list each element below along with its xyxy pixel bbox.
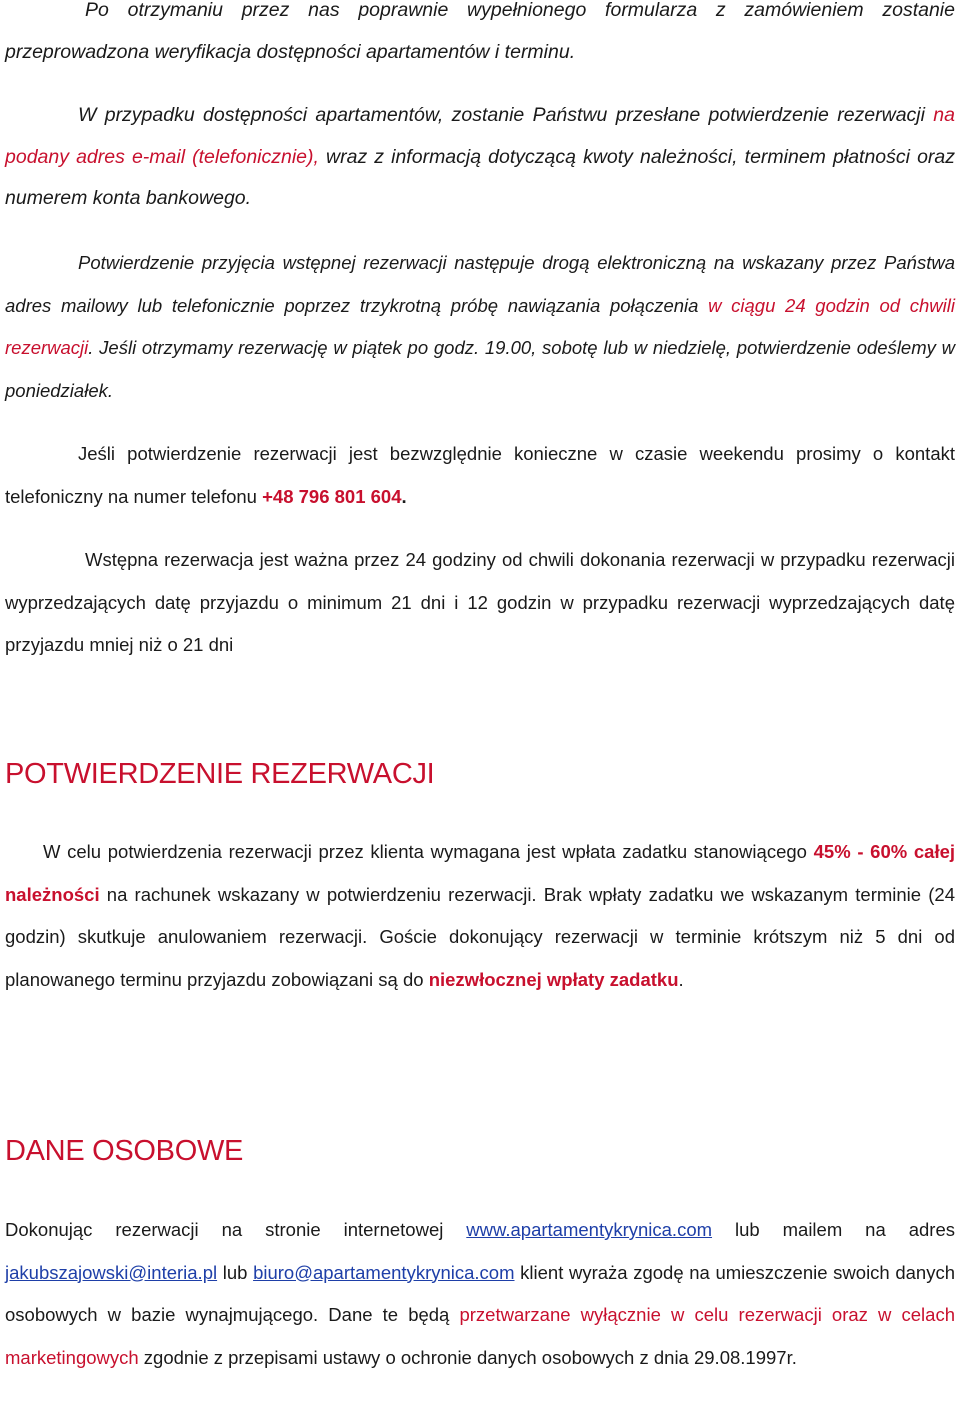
paragraph-text: zgodnie z przepisami ustawy o ochronie danych osobowych z dnia 29.08.1997r. [138, 1346, 797, 1368]
paragraph-text: Państwa [884, 252, 955, 273]
paragraph-text: W przypadku dostępności apartamentów, zostanie Państwu przesłane potwierdzenie rezerwacji [78, 104, 934, 126]
paragraph-text: klient wyraża zgodę na umieszczenie swoich danych osobowych w bazie wynajmującego. Dane te będą [5, 1261, 956, 1325]
highlight-data-processing: przetwarzane wyłącznie w celu rezerwacji oraz w celach marketingowych [5, 1304, 955, 1368]
paragraph-text: lub mailem na adres [712, 1219, 955, 1240]
paragraph-text: W celu potwierdzenia rezerwacji przez klienta wymagana jest wpłata zadatku stanowiącego [43, 841, 814, 862]
highlight-contact-method: na podany adres e-mail (telefonicznie), [5, 104, 955, 168]
paragraph-text: . [678, 968, 684, 990]
heading-personal-data: DANE OSOBOWE [5, 1135, 244, 1167]
paragraph-weekend-contact [5, 433, 955, 518]
paragraph-text: adres mailowy lub telefonicznie poprzez trzykrotną próbę nawiązania połączenia [5, 294, 709, 316]
highlight-immediate-payment: niezwłocznej wpłaty zadatku [428, 968, 679, 990]
phone-number: +48 796 801 604 [262, 485, 402, 507]
link-website[interactable]: www.apartamentykrynica.com [466, 1219, 713, 1240]
paragraph-order-verification [5, 0, 955, 73]
link-email-biuro[interactable]: biuro@apartamentykrynica.com [253, 1261, 515, 1283]
paragraph-text: Jeśli potwierdzenie rezerwacji jest bezwzględnie konieczne w czasie weekendu prosimy o kontakt telefoniczny na numer telefonu [5, 443, 955, 507]
paragraph-preliminary-confirmation [5, 242, 955, 412]
paragraph-text: Wstępna rezerwacja jest ważna przez 24 godziny od chwili dokonania rezerwacji w przypadku rezerwacji wyprzedzających datę przyjazdu o minimum 21 dni i 12 godzin w przypadku rezerwacji wyprzedzających datę przyjazdu mniej niż o 21 dni [5, 549, 955, 655]
highlight-deposit-percent: 45% - 60% całej należności [5, 841, 956, 905]
paragraph-text: wraz z informacją dotyczącą kwoty należności, terminem płatności oraz numerem konta bankowego. [5, 145, 955, 209]
paragraph-text: . Jeśli otrzymamy rezerwację w piątek po godz. 19.00, sobotę lub w niedzielę, potwierdzenie odeślemy w poniedziałek. [5, 337, 955, 401]
heading-reservation-confirmation: POTWIERDZENIE REZERWACJI [5, 758, 435, 790]
paragraph-text: . [401, 485, 407, 507]
paragraph-text: Dokonując rezerwacji na stronie internetowej [5, 1219, 467, 1240]
paragraph-text: Potwierdzenie przyjęcia wstępnej rezerwacji następuje drogą elektroniczną na wskazany przez [78, 252, 885, 273]
paragraph-deposit [5, 831, 955, 1001]
paragraph-text: Po otrzymaniu przez nas poprawnie wypełnionego formularza z zamówieniem zostanie przeprowadzona weryfikacja dostępności apartamentów i terminu. [5, 0, 955, 63]
paragraph-reservation-validity [5, 539, 955, 667]
paragraph-availability [5, 95, 955, 220]
paragraph-text: na rachunek wskazany w potwierdzeniu rezerwacji. Brak wpłaty zadatku we wskazanym terminie (24 godzin) skutkuje anulowaniem rezerwacji. Goście dokonujący rezerwacji w terminie krótszym niż 5 dni od planowanego terminu przyjazdu zobowiązani są do [5, 883, 955, 990]
paragraph-personal-data [5, 1209, 955, 1379]
highlight-24h: w ciągu 24 godzin od chwili rezerwacji [5, 294, 955, 358]
link-email-interia[interactable]: jakubszajowski@interia.pl [5, 1261, 218, 1283]
paragraph-text: lub [217, 1261, 254, 1283]
